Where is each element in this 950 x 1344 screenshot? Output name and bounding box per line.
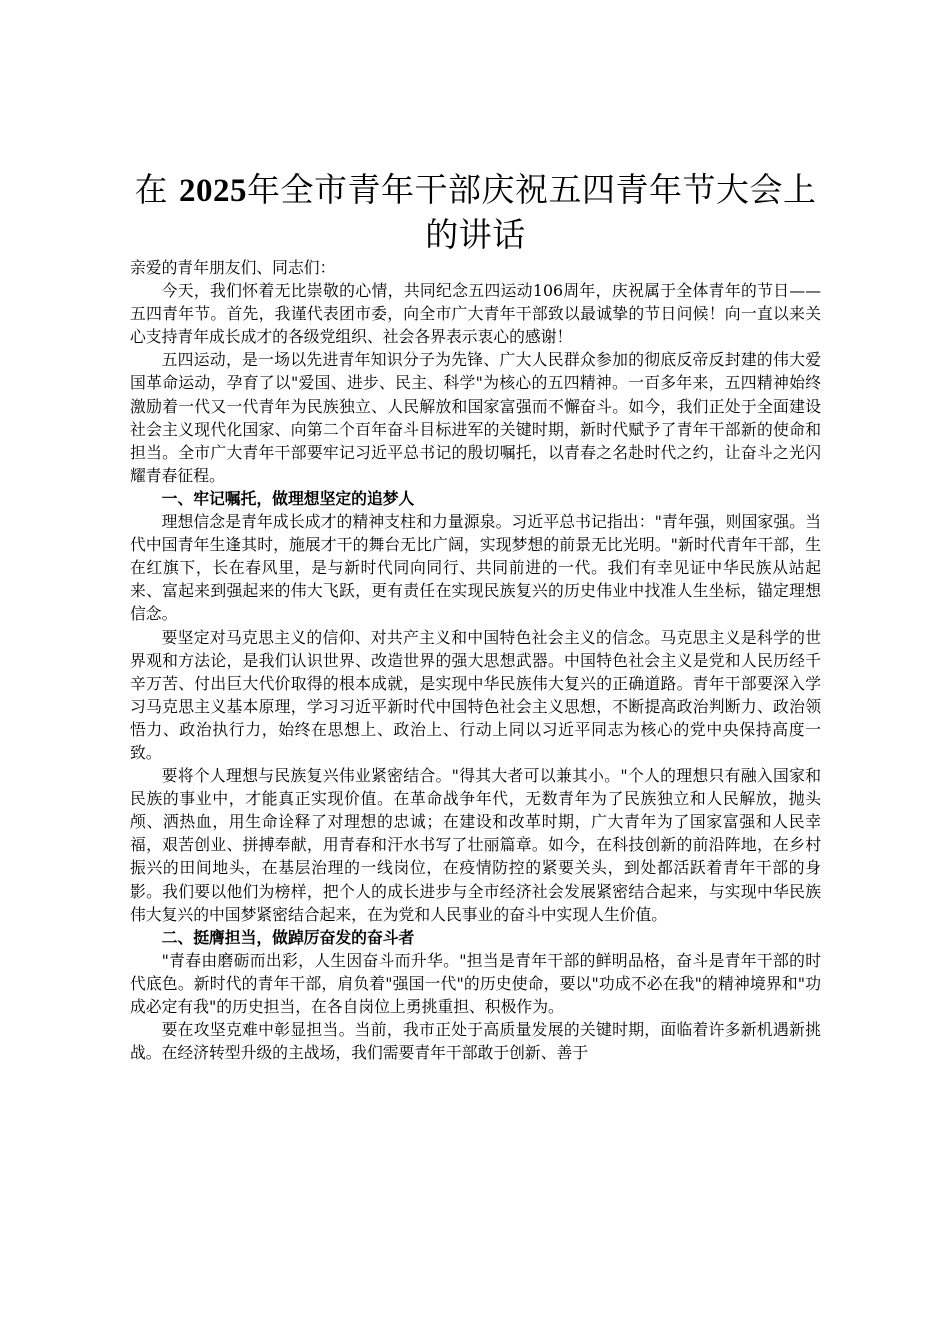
paragraph-5: 要将个人理想与民族复兴伟业紧密结合。"得其大者可以兼其小。"个人的理想只有融入国家和民族的事业中，才能真正实现价值。在革命战争年代，无数青年为了民族独立和人民解放，抛头颅、洒热血，用生命诠释了对理想的忠诚；在建设和改革时期，广大青年为了国家富强和人民幸福，艰苦创业、拼搏奉献，用青春和汗水书写了壮丽篇章。如今，在科技创新的前沿阵地，在乡村振兴的田间地头，在基层治理的一线岗位，在疫情防控的紧要关头，到处都活跃着青年干部的身影。我们要以他们为榜样，把个人的成长进步与全市经济社会发展紧密结合起来，与实现中华民族伟大复兴的中国梦紧密结合起来，在为党和人民事业的奋斗中实现人生价值。 [130, 766, 821, 924]
paragraph-2: 五四运动，是一场以先进青年知识分子为先锋、广大人民群众参加的彻底反帝反封建的伟大爱国革命运动，孕育了以"爱国、进步、民主、科学"为核心的五四精神。一百多年来，五四精神始终激励着一代又一代青年为民族独立、人民解放和国家富强而不懈奋斗。如今，我们正处于全面建设社会主义现代化国家、向第二个百年奋斗目标进军的关键时期，新时代赋予了青年干部新的使命和担当。全市广大青年干部要牢记习近平总书记的殷切嘱托，以青春之名赴时代之约，让奋斗之光闪耀青春征程。 [130, 350, 821, 485]
document-title [122, 168, 829, 256]
paragraph-1: 今天，我们怀着无比崇敬的心情，共同纪念五四运动106周年，庆祝属于全体青年的节日——五四青年节。首先，我谨代表团市委，向全市广大青年干部致以最诚挚的节日问候！向一直以来关心支持青年成长成才的各级党组织、社会各界表示衷心的感谢！ [130, 281, 821, 347]
document-page [130, 168, 821, 1064]
paragraph-7: 要在攻坚克难中彰显担当。当前，我市正处于高质量发展的关键时期，面临着许多新机遇新挑战。在经济转型升级的主战场，我们需要青年干部敢于创新、善于 [130, 1020, 821, 1063]
title-rest: 年全市青年干部庆祝五四青年节大会上的讲话 [247, 170, 817, 254]
title-year: 2025 [179, 173, 247, 209]
paragraph-4: 要坚定对马克思主义的信仰、对共产主义和中国特色社会主义的信念。马克思主义是科学的世界观和方法论，是我们认识世界、改造世界的强大思想武器。中国特色社会主义是党和人民历经千辛万苦、付出巨大代价取得的根本成就，是实现中华民族伟大复兴的正确道路。青年干部要深入学习马克思主义基本原理，学习习近平新时代中国特色社会主义思想，不断提高政治判断力、政治领悟力、政治执行力，始终在思想上、政治上、行动上同以习近平同志为核心的党中央保持高度一致。 [130, 627, 821, 762]
title-prefix: 在 [134, 170, 179, 209]
section-heading-2: 二、挺膺担当，做踔厉奋发的奋斗者 [161, 927, 415, 947]
section-heading-1: 一、牢记嘱托，做理想坚定的追梦人 [161, 488, 415, 508]
paragraph-6: "青春由磨砺而出彩，人生因奋斗而升华。"担当是青年干部的鲜明品格，奋斗是青年干部的时代底色。新时代的青年干部，肩负着"强国一代"的历史使命，要以"功成不必在我"的精神境界和"功成必定有我"的历史担当，在各自岗位上勇挑重担、积极作为。 [130, 950, 821, 1016]
salutation: 亲爱的青年朋友们、同志们： [130, 258, 336, 277]
paragraph-3: 理想信念是青年成长成才的精神支柱和力量源泉。习近平总书记指出："青年强，则国家强。当代中国青年生逢其时，施展才干的舞台无比广阔，实现梦想的前景无比光明。"新时代青年干部，生在红旗下，长在春风里，是与新时代同向同行、共同前进的一代。我们有幸见证中华民族从站起来、富起来到强起来的伟大飞跃，更有责任在实现民族复兴的历史伟业中找准人生坐标，锚定理想信念。 [130, 512, 821, 624]
